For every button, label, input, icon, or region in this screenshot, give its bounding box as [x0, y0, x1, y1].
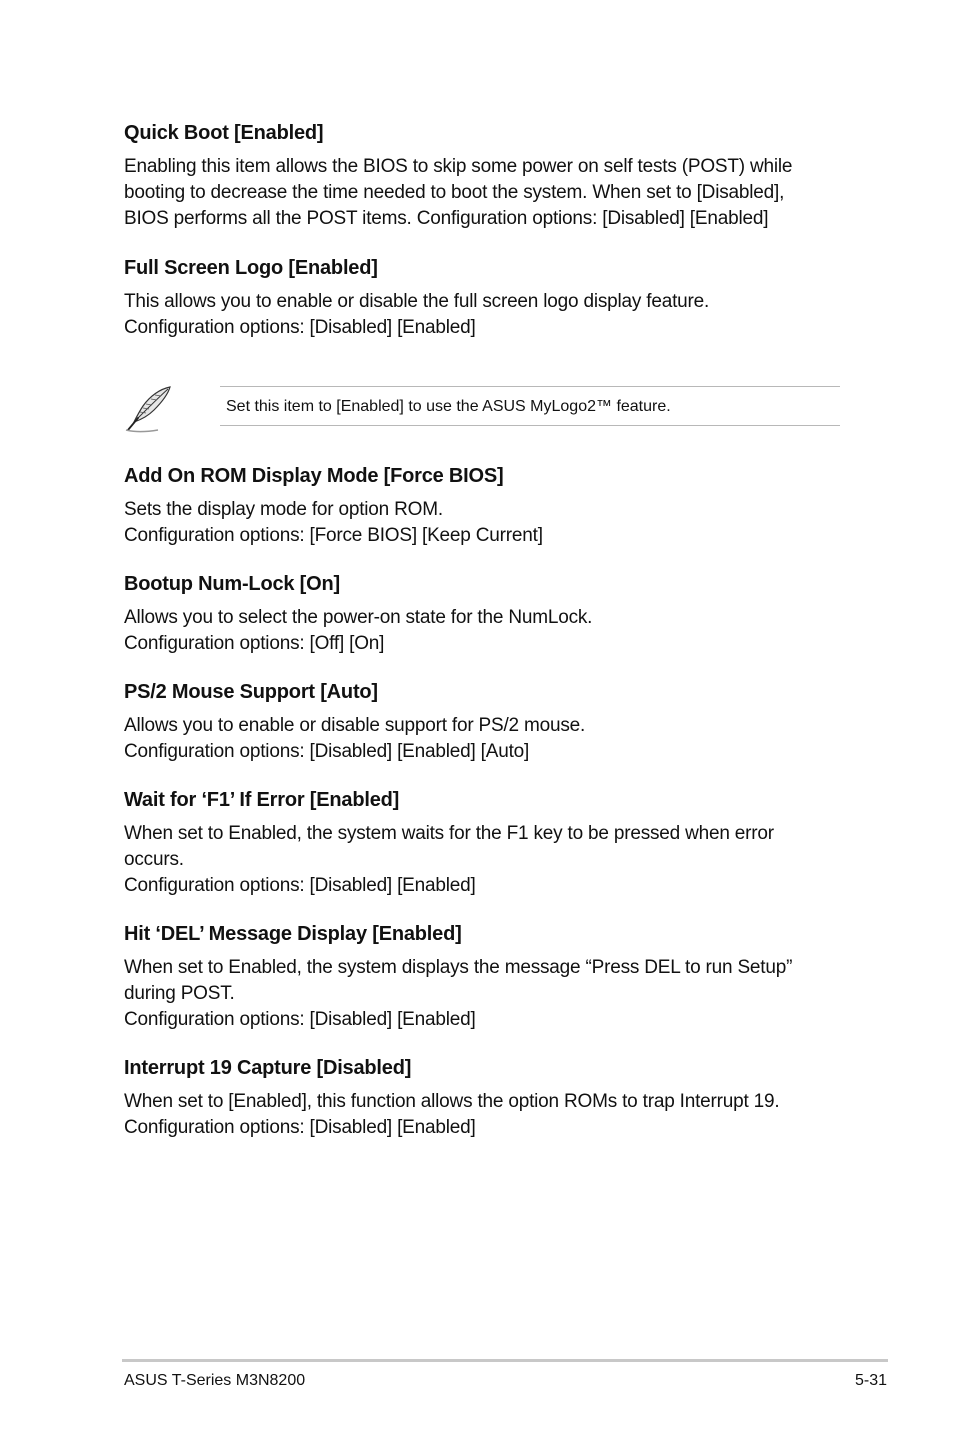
section-heading: Hit ‘DEL’ Message Display [Enabled] [124, 923, 462, 945]
body-line: BIOS performs all the POST items. Configuration options: [Disabled] [Enabled] [124, 208, 769, 229]
section-full-screen-logo [124, 255, 844, 341]
note-text: Set this item to [Enabled] to use the ASUS MyLogo2™ feature. [226, 398, 671, 415]
section-heading: Interrupt 19 Capture [Disabled] [124, 1057, 412, 1079]
body-line: Allows you to enable or disable support for PS/2 mouse. [124, 715, 586, 736]
footer-product-name: ASUS T-Series M3N8200 [124, 1372, 306, 1389]
section-quick-boot [124, 120, 844, 232]
footer-page-number: 5-31 [854, 1372, 887, 1389]
section-body [124, 955, 844, 1033]
section-wait-for-f1 [124, 787, 844, 899]
section-body [124, 1089, 844, 1141]
footer-divider [122, 1359, 888, 1362]
section-heading: Quick Boot [Enabled] [124, 122, 324, 144]
section-ps2-mouse-support [124, 679, 844, 765]
section-body [124, 713, 844, 765]
body-line: booting to decrease the time needed to boot the system. When set to [Disabled], [124, 182, 785, 203]
section-heading: Full Screen Logo [Enabled] [124, 257, 378, 279]
section-body [124, 497, 844, 549]
body-line: occurs. [124, 849, 184, 870]
note-callout [124, 384, 840, 434]
body-line: When set to Enabled, the system waits for the F1 key to be pressed when error [124, 823, 774, 844]
note-box [220, 386, 840, 426]
section-heading: Bootup Num-Lock [On] [124, 573, 340, 595]
section-body [124, 821, 844, 899]
body-line: When set to [Enabled], this function allows the option ROMs to trap Interrupt 19. [124, 1091, 780, 1112]
body-line: Configuration options: [Disabled] [Enabled] [124, 875, 476, 896]
section-heading: Wait for ‘F1’ If Error [Enabled] [124, 789, 400, 811]
body-line: during POST. [124, 983, 235, 1004]
section-hit-del-message [124, 921, 844, 1033]
body-line: Configuration options: [Disabled] [Enabled] [124, 317, 476, 338]
body-line: Sets the display mode for option ROM. [124, 499, 443, 520]
body-line: Configuration options: [Force BIOS] [Keep Current] [124, 525, 543, 546]
section-heading: Add On ROM Display Mode [Force BIOS] [124, 465, 504, 487]
section-body [124, 289, 844, 341]
section-add-on-rom-display [124, 463, 844, 549]
section-body [124, 154, 844, 232]
body-line: This allows you to enable or disable the full screen logo display feature. [124, 291, 710, 312]
body-line: Configuration options: [Disabled] [Enabled] [Auto] [124, 741, 530, 762]
body-line: When set to Enabled, the system displays the message “Press DEL to run Setup” [124, 957, 793, 978]
feather-quill-icon [124, 384, 174, 434]
body-line: Configuration options: [Off] [On] [124, 633, 385, 654]
section-bootup-num-lock [124, 571, 844, 657]
section-body [124, 605, 844, 657]
body-line: Configuration options: [Disabled] [Enabled] [124, 1117, 476, 1138]
body-line: Allows you to select the power-on state for the NumLock. [124, 607, 593, 628]
body-line: Enabling this item allows the BIOS to skip some power on self tests (POST) while [124, 156, 793, 177]
section-heading: PS/2 Mouse Support [Auto] [124, 681, 378, 703]
body-line: Configuration options: [Disabled] [Enabled] [124, 1009, 476, 1030]
section-interrupt-19 [124, 1055, 844, 1141]
